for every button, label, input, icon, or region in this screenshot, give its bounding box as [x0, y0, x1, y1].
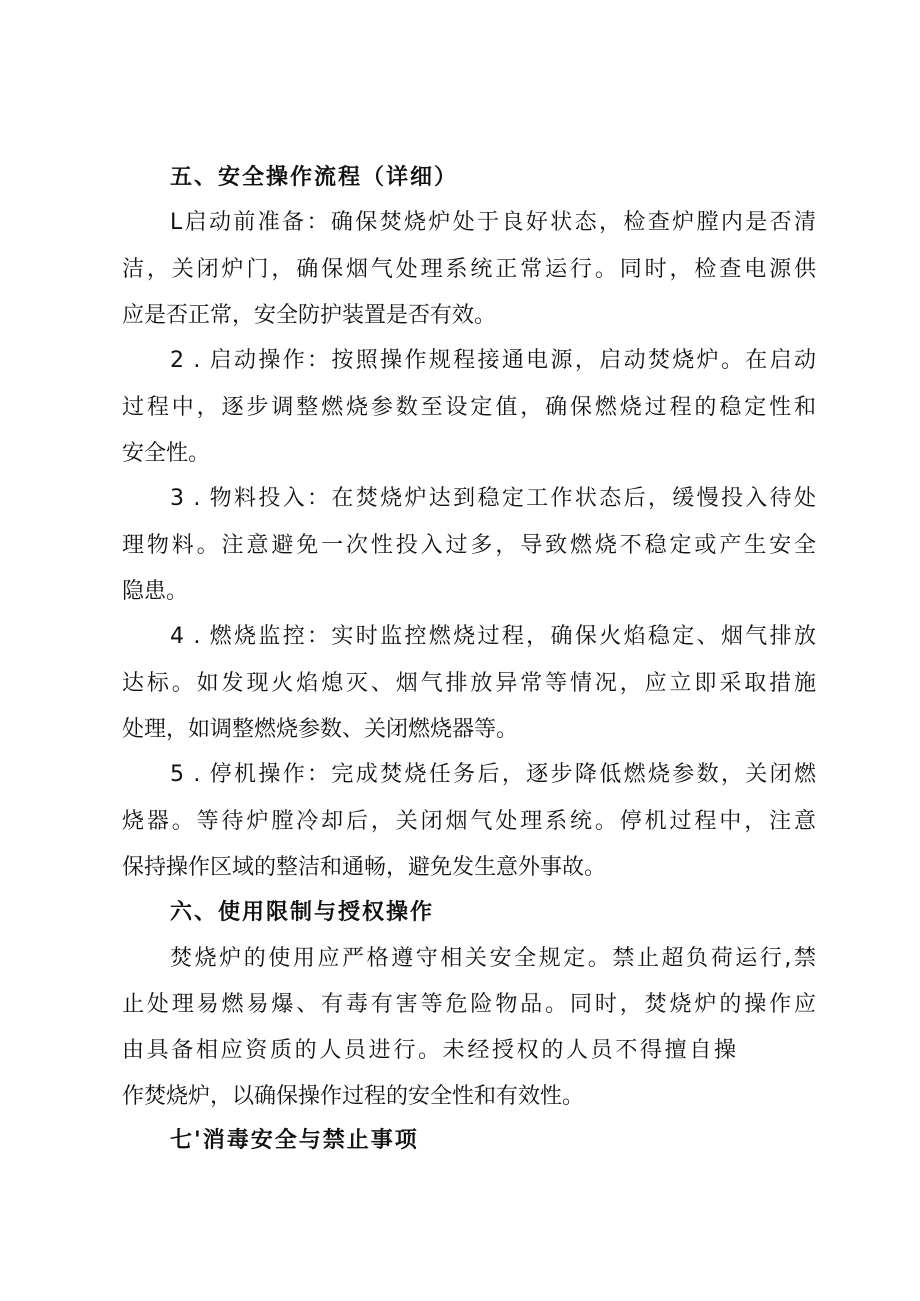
- paragraph-line: 应是否正常，安全防护装置是否有效。: [122, 303, 497, 328]
- section-heading-7: 七'消毒安全与禁止事项: [170, 1128, 419, 1153]
- paragraph-line: 作焚烧炉，以确保操作过程的安全性和有效性。: [122, 1084, 585, 1109]
- paragraph-line: 理物料。注意避免一次性投入过多，导致燃烧不稳定或产生安全: [122, 533, 816, 558]
- paragraph-line: 洁，关闭炉门，确保烟气处理系统正常运行。同时，检查电源供: [122, 257, 816, 282]
- paragraph-line: 3 . 物料投入：在焚烧炉达到稳定工作状态后，缓慢投入待处: [170, 486, 816, 511]
- paragraph-line: 由具备相应资质的人员进行。未经授权的人员不得擅自操: [122, 1038, 736, 1063]
- paragraph-line: 处理，如调整燃烧参数、关闭燃烧器等。: [122, 717, 519, 742]
- paragraph-line: 烧器。等待炉膛冷却后，关闭烟气处理系统。停机过程中，注意: [122, 809, 816, 834]
- paragraph-line: 止处理易燃易爆、有毒有害等危险物品。同时，焚烧炉的操作应: [122, 992, 816, 1017]
- paragraph-line: 达标。如发现火焰熄灭、烟气排放异常等情况，应立即采取措施: [122, 671, 816, 696]
- paragraph-line: 隐患。: [122, 579, 189, 604]
- paragraph-line: 焚烧炉的使用应严格遵守相关安全规定。禁止超负荷运行,禁: [170, 946, 816, 971]
- paragraph-line: L启动前准备：确保焚烧炉处于良好状态，检查炉膛内是否清: [170, 210, 816, 235]
- paragraph-line: 过程中，逐步调整燃烧参数至设定值，确保燃烧过程的稳定性和: [122, 395, 816, 420]
- paragraph-line: 保持操作区域的整洁和通畅，避免发生意外事故。: [122, 855, 607, 880]
- paragraph-line: 2 . 启动操作：按照操作规程接通电源，启动焚烧炉。在启动: [170, 348, 816, 373]
- paragraph-line: 4 . 燃烧监控：实时监控燃烧过程，确保火焰稳定、烟气排放: [170, 624, 816, 649]
- paragraph-line: 安全性。: [122, 441, 211, 466]
- section-heading-5: 五、安全操作流程（详细）: [170, 165, 459, 190]
- paragraph-line: 5 . 停机操作：完成焚烧任务后，逐步降低燃烧参数，关闭燃: [170, 762, 816, 787]
- section-heading-6: 六、使用限制与授权操作: [170, 900, 435, 925]
